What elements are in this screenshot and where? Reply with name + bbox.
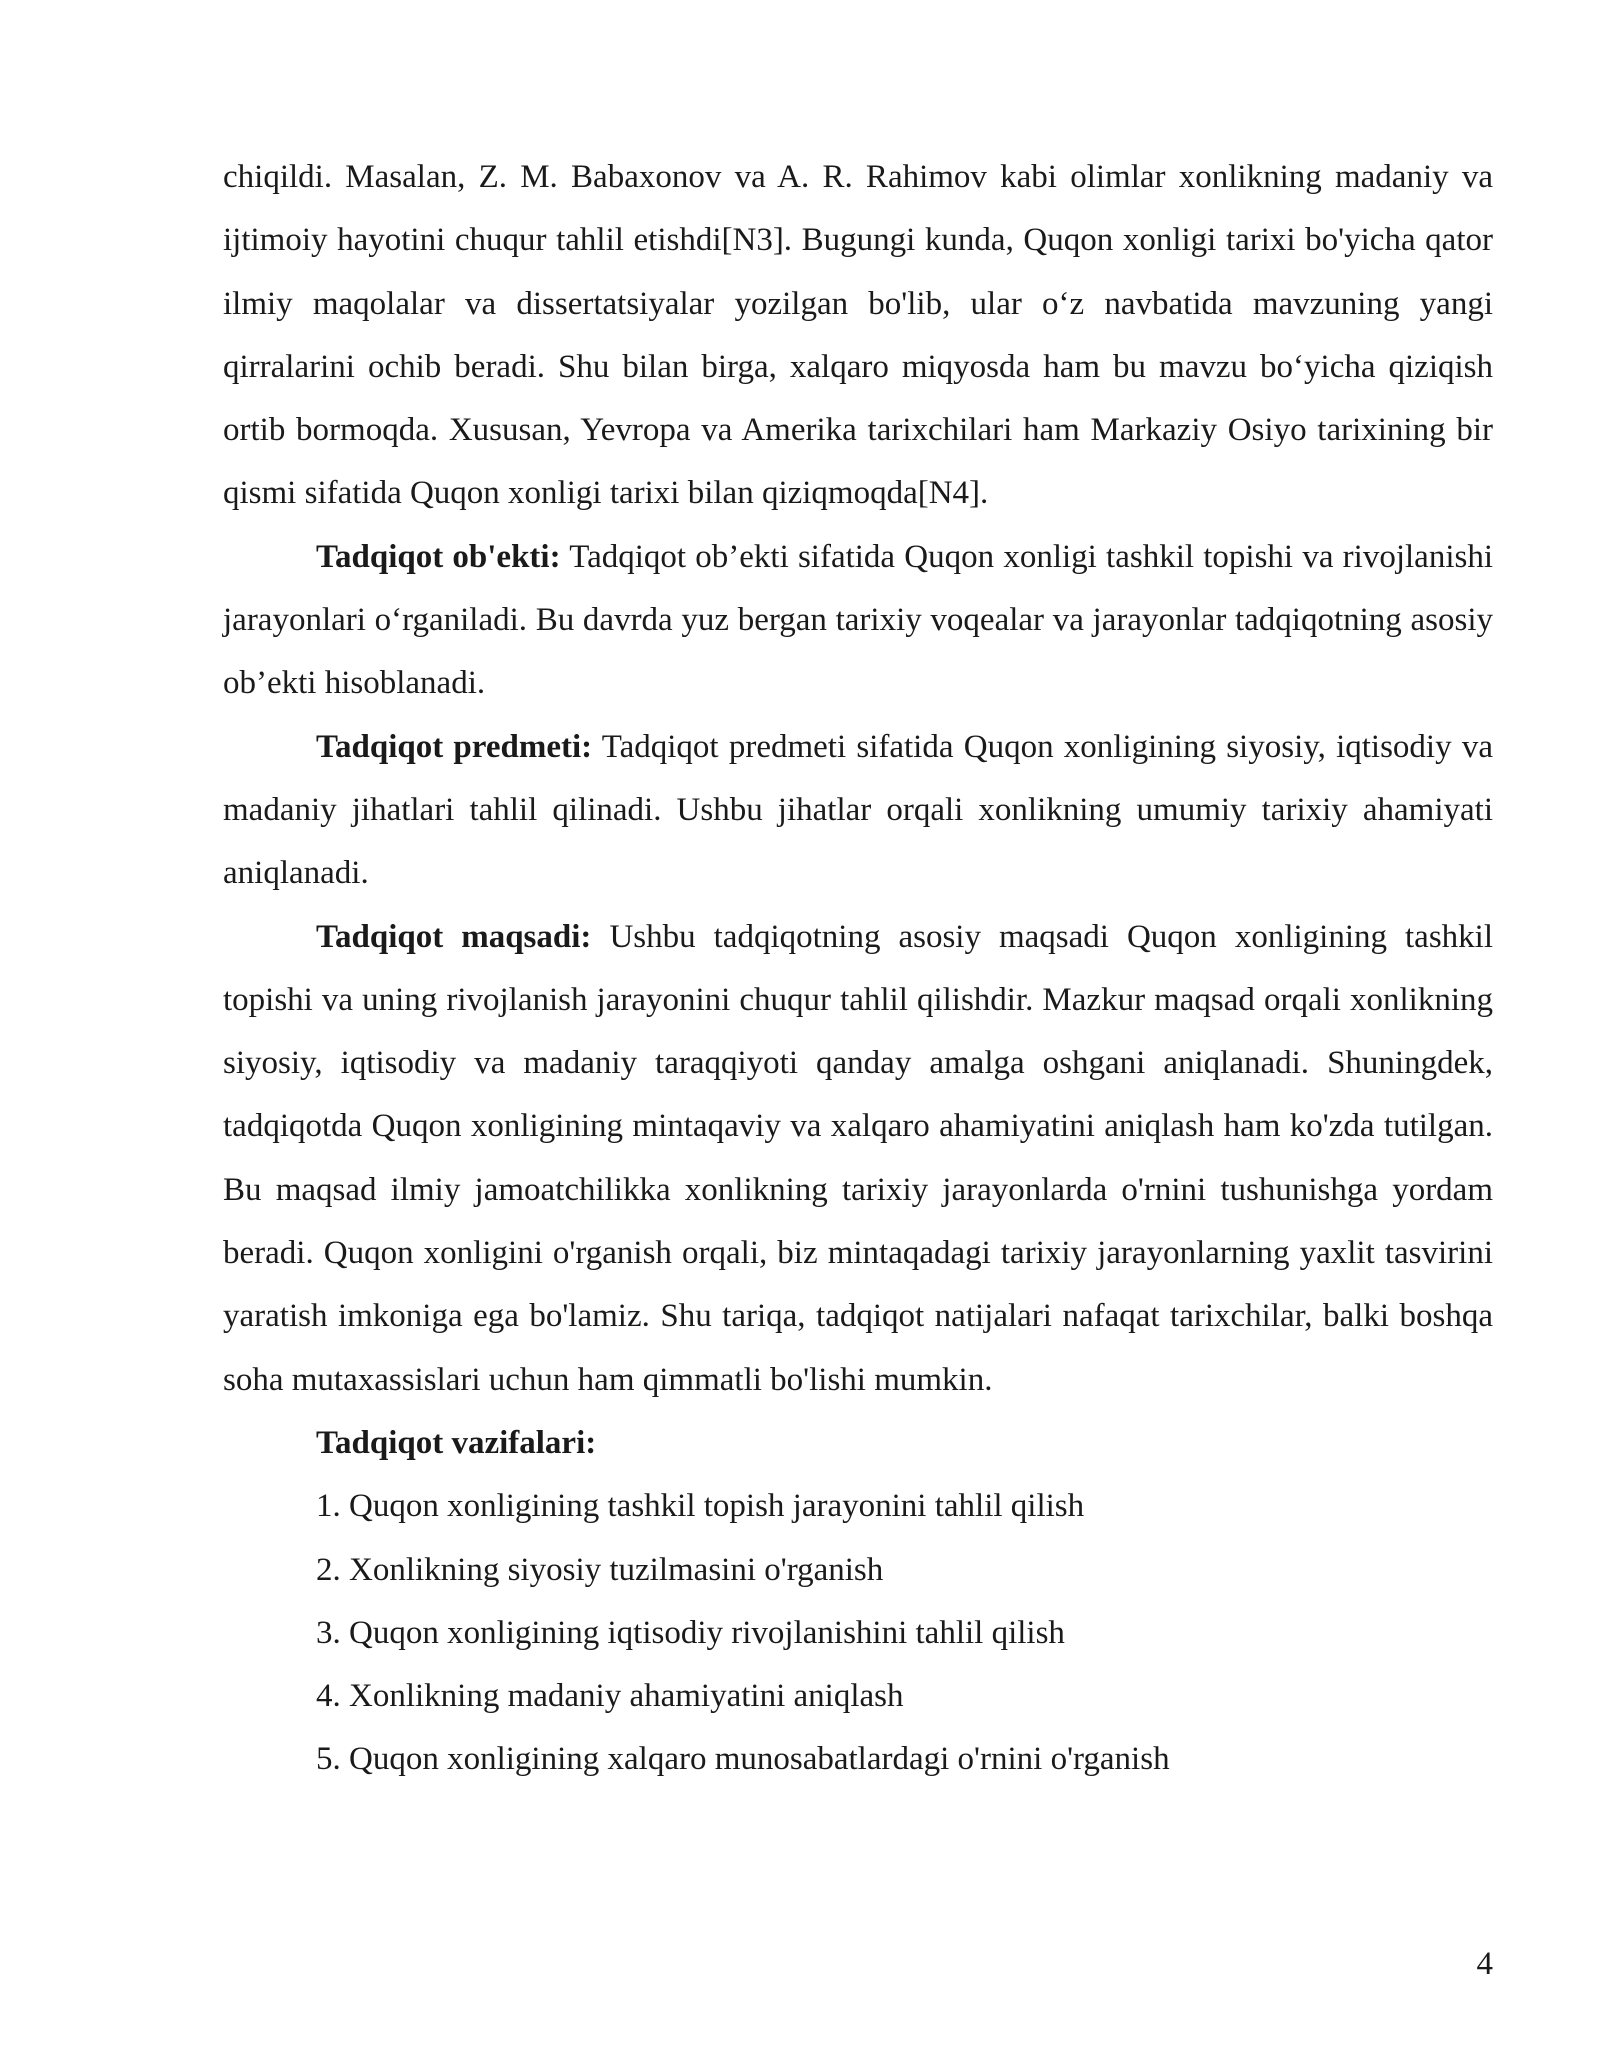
list-item: 3. Quqon xonligining iqtisodiy rivojlanishini tahlil qilish bbox=[316, 1614, 1065, 1651]
subject-paragraph bbox=[223, 716, 1493, 906]
goal-paragraph bbox=[223, 906, 1493, 1412]
subject-text: Tadqiqot predmeti sifatida Quqon xonligining siyosiy, iqtisodiy va madaniy jihatlari tahlil qilinadi. Ushbu jihatlar orqali xonlikning umumiy tarixiy ahamiyati aniqlanadi. bbox=[223, 728, 1493, 892]
subject-heading: Tadqiqot predmeti: bbox=[316, 728, 593, 765]
object-text: Tadqiqot ob’ekti sifatida Quqon xonligi tashkil topishi va rivojlanishi jarayonlari o‘rganiladi. Bu davrda yuz bergan tarixiy voqealar va jarayonlar tadqiqotning asosiy ob’ekti hisoblanadi. bbox=[223, 538, 1493, 702]
page-content bbox=[223, 146, 1493, 1792]
list-item: 2. Xonlikning siyosiy tuzilmasini o'rganish bbox=[316, 1551, 884, 1588]
list-item: 4. Xonlikning madaniy ahamiyatini aniqlash bbox=[316, 1678, 904, 1715]
page-number: 4 bbox=[1476, 1946, 1493, 1982]
tasks-heading: Tadqiqot vazifalari: bbox=[316, 1424, 597, 1461]
tasks-list bbox=[223, 1475, 1493, 1791]
intro-paragraph: chiqildi. Masalan, Z. M. Babaxonov va A. R. Rahimov kabi olimlar xonlikning madaniy va ijtimoiy hayotini chuqur tahlil etishdi[N3]. Bugungi kunda, Quqon xonligi tarixi bo'yicha qator ilmiy maqolalar va dissertatsiyalar yozilgan bo'lib, ular o‘z navbatida mavzuning yangi qirralarini ochib beradi. Shu bilan birga, xalqaro miqyosda ham bu mavzu bo‘yicha qiziqish ortib bormoqda. Xususan, Yevropa va Amerika tarixchilari ham Markaziy Osiyo tarixining bir qismi sifatida Quqon xonligi tarixi bilan qiziqmoqda[N4]. bbox=[223, 159, 1493, 512]
goal-text: Ushbu tadqiqotning asosiy maqsadi Quqon xonligining tashkil topishi va uning rivojlanish jarayonini chuqur tahlil qilishdir. Mazkur maqsad orqali xonlikning siyosiy, iqtisodiy va madaniy taraqqiyoti qanday amalga oshgani aniqlanadi. Shuningdek, tadqiqotda Quqon xonligining mintaqaviy va xalqaro ahamiyatini aniqlash ham ko'zda tutilgan. Bu maqsad ilmiy jamoatchilikka xonlikning tarixiy jarayonlarda o'rnini tushunishga yordam beradi. Quqon xonligini o'rganish orqali, biz mintaqadagi tarixiy jarayonlarning yaxlit tasvirini yaratish imkoniga ega bo'lamiz. Shu tariqa, tadqiqot natijalari nafaqat tarixchilar, balki boshqa soha mutaxassislari uchun ham qimmatli bo'lishi mumkin. bbox=[223, 918, 1493, 1398]
goal-heading: Tadqiqot maqsadi: bbox=[316, 918, 592, 955]
object-heading: Tadqiqot ob'ekti: bbox=[316, 538, 561, 575]
list-item: 5. Quqon xonligining xalqaro munosabatlardagi o'rnini o'rganish bbox=[316, 1741, 1170, 1778]
list-item: 1. Quqon xonligining tashkil topish jarayonini tahlil qilish bbox=[316, 1488, 1085, 1525]
object-paragraph bbox=[223, 526, 1493, 716]
